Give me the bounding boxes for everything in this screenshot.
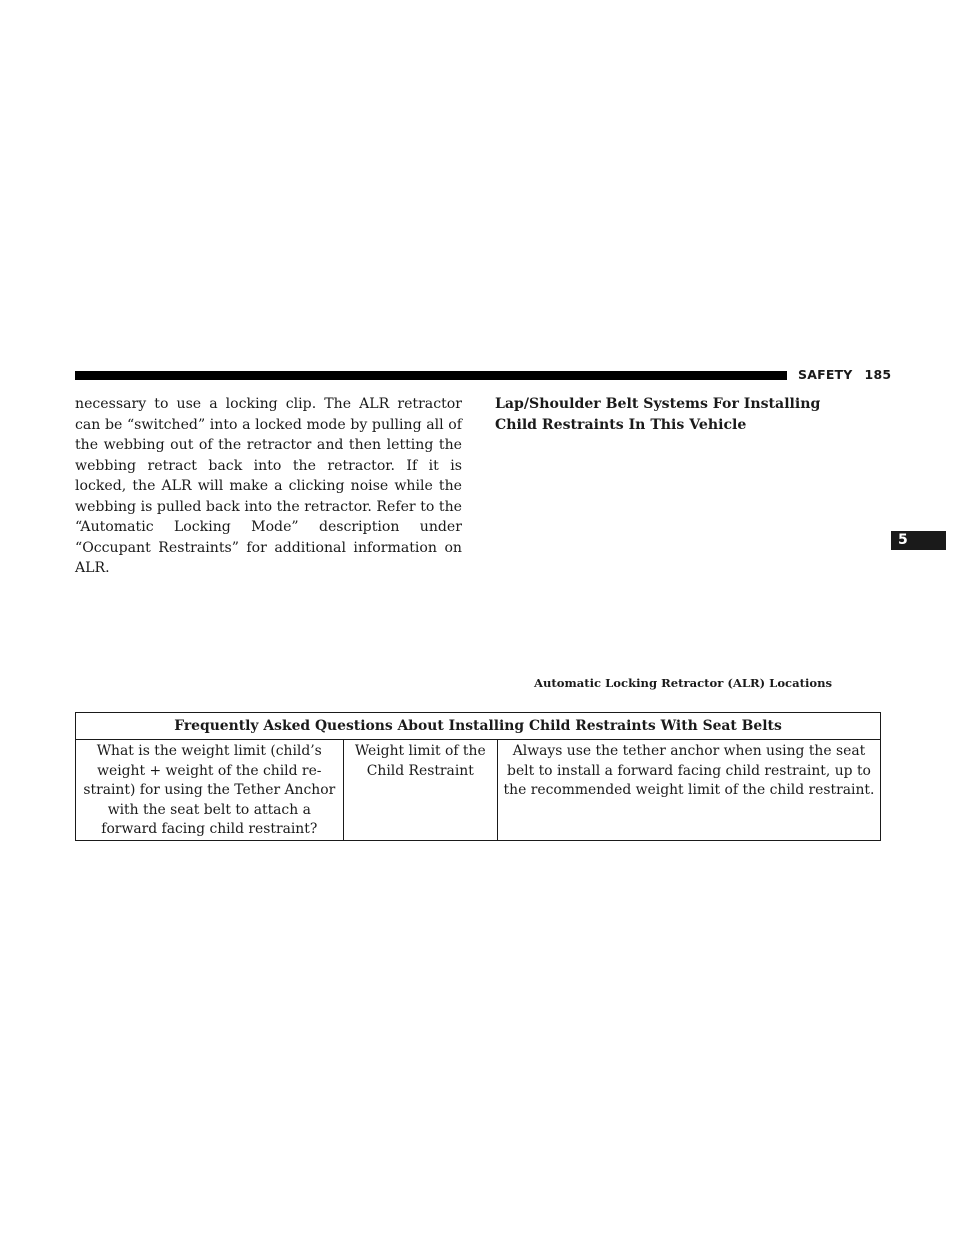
running-header (798, 367, 891, 382)
faq-answer-cell: Always use the tether anchor when using the seat belt to install a forward facing child restraint, up to the recommended weight limit of the child restraint. (497, 740, 880, 841)
faq-table-header-row (76, 713, 881, 740)
body-paragraph: necessary to use a locking clip. The ALR retractor can be “switched” into a locked mode by pulling all of the webbing out of the retractor and then letting the webbing retract back into the retractor. If it is locked, the ALR will make a clicking noise while the webbing is pulled back into the retractor. Refer to the “Automatic Locking Mode” description under “Occupant Restraints” for additional information on ALR. (75, 396, 462, 576)
faq-table (75, 712, 881, 841)
table-row (76, 740, 881, 841)
page-number: 185 (864, 367, 892, 382)
faq-limit-cell: Weight limit of the Child Restraint (343, 740, 497, 841)
section-title: SAFETY (798, 367, 853, 382)
header-rule (75, 371, 787, 380)
section-heading: Lap/Shoulder Belt Systems For Installing Child Restraints In This Vehicle (495, 396, 821, 433)
figure-caption: Automatic Locking Retractor (ALR) Locations (534, 676, 833, 690)
faq-question-cell: What is the weight limit (child’s weight + weight of the child re-straint) for using the Tether Anchor with the seat belt to attach a forward facing child restraint? (76, 740, 344, 841)
chapter-tab: 5 (891, 531, 946, 550)
faq-table-title: Frequently Asked Questions About Installing Child Restraints With Seat Belts (76, 713, 881, 740)
